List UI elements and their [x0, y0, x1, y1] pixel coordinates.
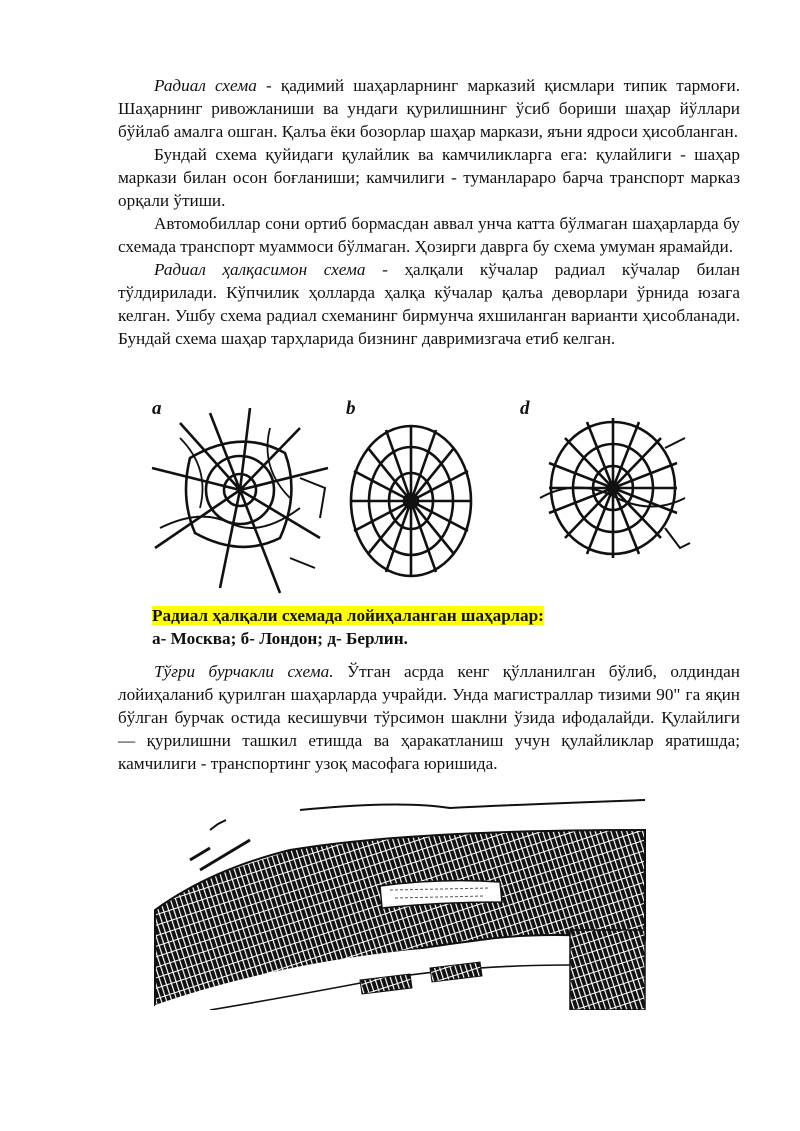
paragraph-radial [118, 74, 740, 143]
grid-city-map [150, 790, 648, 1010]
figure-caption [152, 604, 544, 650]
paragraph-text: - ҳалқали кўчалар радиал кўчалар билан тўлдирилади. Кўпчилик ҳолларда ҳалқа кўчалар қалъа деворлари ўрнида юзага келган. Ушбу схема радиал схеманинг бирмунча яхшиланган варианти ҳисобланади. Бундай схема шаҳар тарҳларида бизнинг давримизгача етиб келган. [118, 260, 740, 348]
paragraph-pros-cons [118, 143, 740, 212]
figure-label-d: d [520, 398, 530, 419]
moscow-scheme [150, 408, 330, 598]
paragraph-grid-scheme [118, 660, 740, 775]
paragraph-text: Ўтган асрда кенг қўлланилган бўлиб, олдиндан лойиҳаланиб қурилган шаҳарларда учрайди. Унда магистраллар тизими 90" га яқин бўлган бурчак остида кесишувчи тўрсимон шаклни ўзида ифодалайди. Қулайлиги — қурилишни ташкил етишда ва ҳаракатланиш учун қулайликлар яратишда; камчилиги - транспортинг узоқ масофага юришида. [118, 662, 740, 773]
figure-label-b: b [346, 398, 356, 419]
paragraph-text: Автомобиллар сони ортиб бормасдан аввал унча катта бўлмаган шаҳарларда бу схемада транспорт муаммоси бўлмаган. Ҳозирги даврга бу схема умуман ярамайди. [118, 214, 740, 256]
text-top [118, 74, 740, 350]
paragraph-text: Бундай схема қуйидаги қулайлик ва камчиликларга ега: қулайлиги - шаҳар маркази билан осон боғланиши; камчилиги - туманлараро барча транспорт марказ орқали ўтиши. [118, 145, 740, 210]
paragraph-radial-ring [118, 258, 740, 350]
text-bottom [118, 660, 740, 775]
caption-title: Радиал ҳалқали схемада лойиҳаланган шаҳарлар: [152, 606, 544, 625]
berlin-scheme [535, 408, 695, 598]
caption-items: а- Москва; б- Лондон; д- Берлин. [152, 629, 408, 648]
term-radial: Радиал схема [154, 76, 257, 95]
figure-label-a: a [152, 398, 162, 419]
radial-schemes-figure [150, 398, 700, 598]
paragraph-text: - қадимий шаҳарларнинг марказий қисмлари типик тармоғи. Шаҳарнинг ривожланиши ва ундаги қурилишнинг ўсиб бориши шаҳар йўллари бўйлаб амалга ошган. Қалъа ёки бозорлар шаҳар маркази, яъни ядроси ҳисобланган. [118, 76, 740, 141]
london-scheme [346, 416, 476, 596]
term-grid: Тўғри бурчакли схема. [154, 662, 334, 681]
paragraph-transport [118, 212, 740, 258]
term-radial-ring: Радиал ҳалқасимон схема [154, 260, 366, 279]
